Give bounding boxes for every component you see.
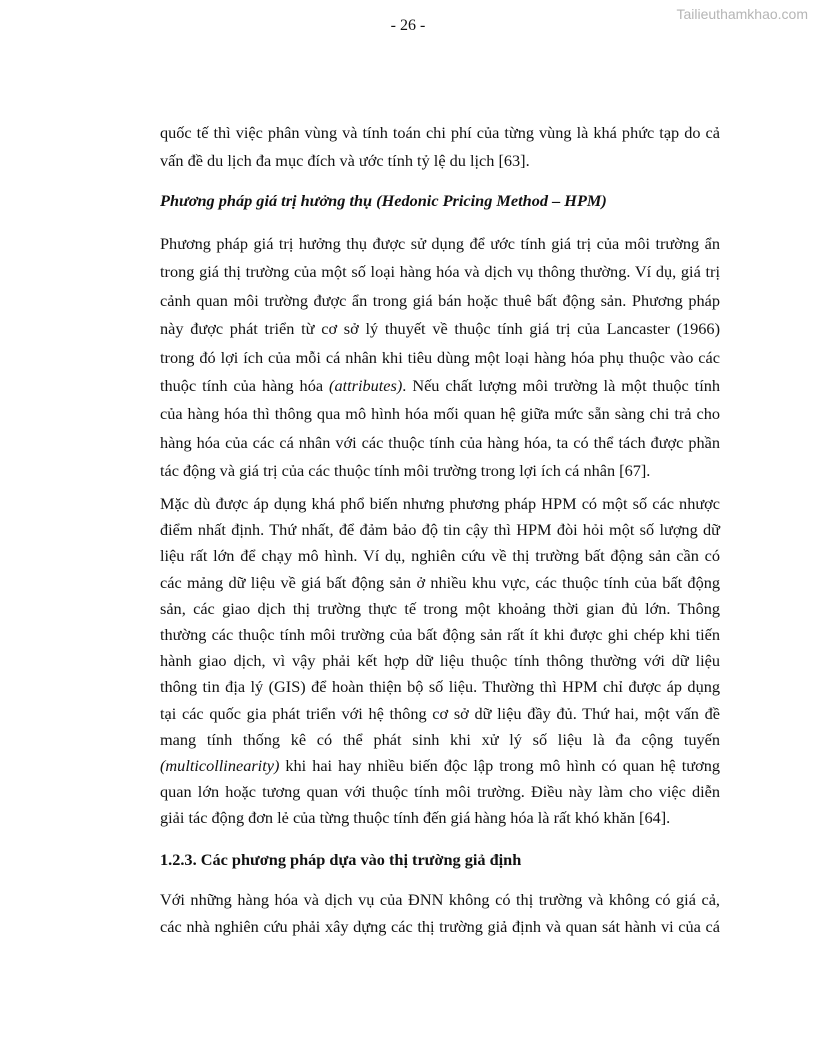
text-line: các nhà nghiên cứu phải xây dựng các thị trường giả định và quan sát hành vi của cá (160, 917, 720, 936)
text-line: liệu rất lớn để chạy mô hình. Ví dụ, nghiên cứu về thị trường bất động sản cần có (160, 546, 720, 566)
text-line: các mảng dữ liệu về giá bất động sản ở nhiều khu vực, các thuộc tính của bất động (160, 572, 720, 592)
paragraph-4 (160, 886, 720, 940)
heading-text: 1.2.3. Các phương pháp dựa vào thị trường giả định (160, 850, 522, 869)
text-line: điểm nhất định. Thứ nhất, để đảm bảo độ tin cậy thì HPM đòi hỏi một số lượng dữ (160, 520, 720, 540)
paragraph-1 (160, 119, 720, 176)
watermark: Tailieuthamkhao.com (676, 6, 808, 22)
text-line: cảnh quan môi trường được ẩn trong giá bán hoặc thuê bất động sản. Phương pháp (160, 290, 720, 310)
text-line: tác động và giá trị của các thuộc tính môi trường trong lợi ích cá nhân [67]. (160, 461, 651, 481)
text-line: thường các thuộc tính môi trường của bất động sản rất ít khi được ghi chép khi tiến (160, 624, 720, 644)
text-line: mang tính thống kê có thể phát sinh khi xử lý số liệu là đa cộng tuyến (160, 729, 720, 749)
text-line: này được phát triển từ cơ sở lý thuyết về thuộc tính giá trị của Lancaster (1966) (160, 319, 720, 339)
section-heading-hpm (160, 187, 720, 215)
text-segment: khi hai hay nhiều biến độc lập trong mô hình có quan hệ tương (279, 755, 720, 775)
text-line: Phương pháp giá trị hưởng thụ được sử dụng để ước tính giá trị của môi trường ẩn (160, 234, 720, 253)
text-line: sản, các giao dịch thị trường thực tế trong một khoảng thời gian đủ lớn. Thông (160, 598, 720, 618)
text-line: của hàng hóa thì thông qua mô hình hóa mối quan hệ giữa mức sẵn sàng chi trả cho (160, 404, 720, 424)
text-line: thông tin địa lý (GIS) để hoàn thiện bộ số liệu. Thường thì HPM chỉ được áp dụng (160, 677, 720, 697)
section-heading-1-2-3 (160, 846, 720, 874)
text-line (160, 372, 720, 400)
text-line: quan lớn hoặc tương quan với thuộc tính môi trường. Điều này làm cho việc diễn (160, 782, 720, 802)
text-line (160, 753, 720, 779)
italic-term: (multicollinearity) (160, 755, 280, 775)
text-line: quốc tế thì việc phân vùng và tính toán chi phí của từng vùng là khá phức tạp do cả (160, 123, 720, 142)
text-segment: . Nếu chất lượng môi trường là một thuộc tính (402, 375, 721, 395)
text-line: trong đó lợi ích của mỗi cá nhân khi tiêu dùng một loại hàng hóa phụ thuộc vào các (160, 347, 720, 367)
paragraph-2 (160, 230, 720, 486)
text-line: tại các quốc gia phát triển với hệ thông cơ sở dữ liệu đầy đủ. Thứ hai, một vấn đề (160, 703, 720, 723)
heading-text: Phương pháp giá trị hưởng thụ (Hedonic Pricing Method – HPM) (160, 191, 607, 210)
italic-term: (attributes) (329, 375, 403, 395)
text-line: trong giá thị trường của một số loại hàng hóa và dịch vụ thông thường. Ví dụ, giá trị (160, 262, 720, 282)
text-line: giải tác động đơn lẻ của từng thuộc tính đến giá hàng hóa là rất khó khăn [64]. (160, 808, 671, 828)
paragraph-3 (160, 491, 720, 831)
text-line: hàng hóa của các cá nhân với các thuộc tính của hàng hóa, ta có thể tách được phần (160, 432, 720, 452)
page-number: - 26 - (390, 17, 426, 34)
text-segment: thuộc tính của hàng hóa (160, 375, 330, 395)
text-line: Mặc dù được áp dụng khá phổ biến nhưng phương pháp HPM có một số các nhược (160, 494, 720, 513)
text-line: vấn đề du lịch đa mục đích và ước tính tỷ lệ du lịch [63]. (160, 151, 530, 171)
text-line: hành giao dịch, vì vậy phải kết hợp dữ liệu thuộc tính thông thường với dữ liệu (160, 651, 720, 671)
text-line: Với những hàng hóa và dịch vụ của ĐNN không có thị trường và không có giá cả, (160, 890, 720, 909)
